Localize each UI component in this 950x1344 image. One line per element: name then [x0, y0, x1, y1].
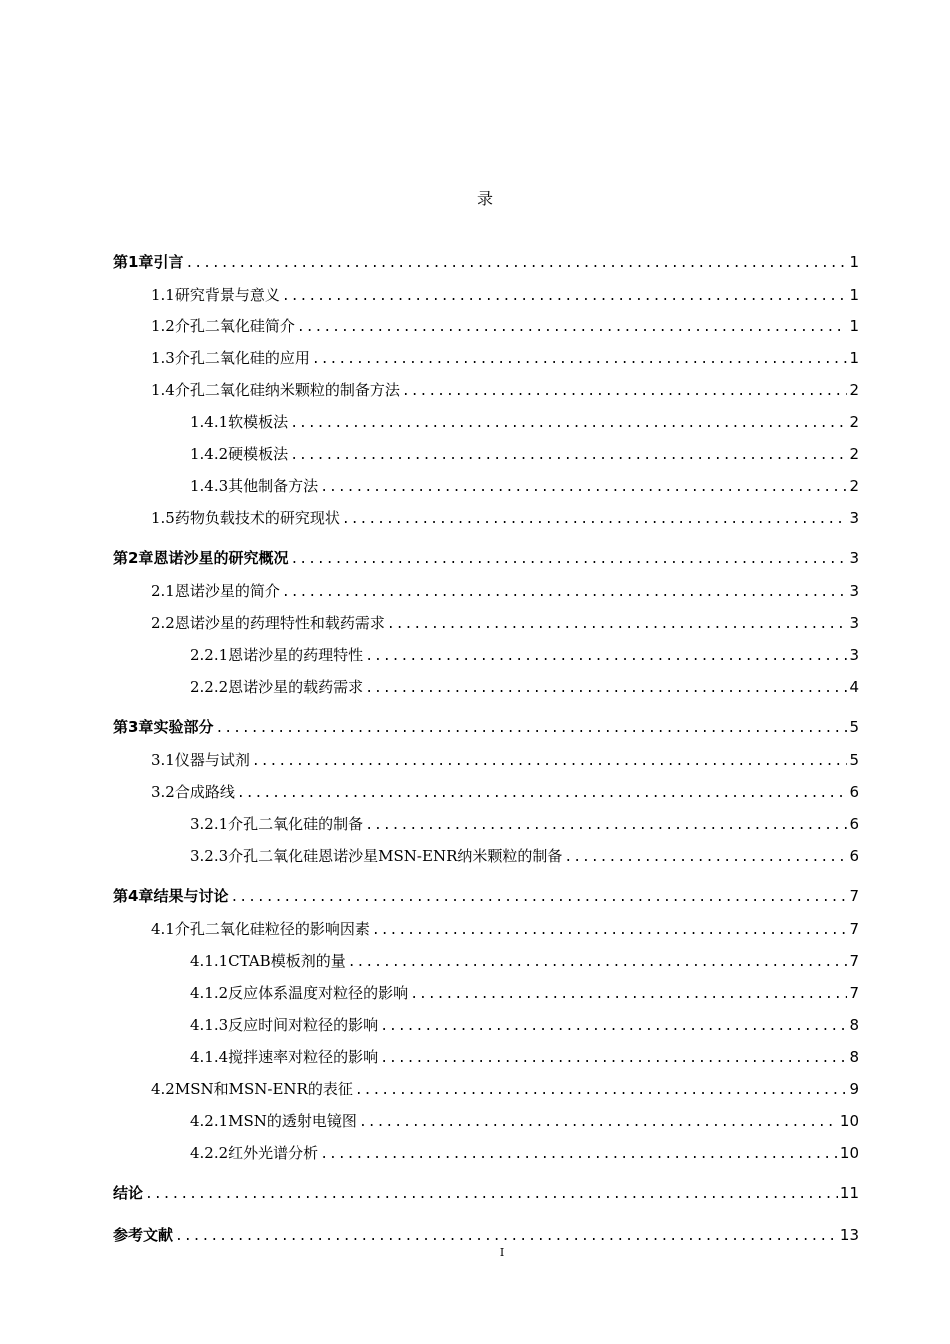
- leader-dots: [380, 1019, 847, 1034]
- toc-entry-page: 8: [849, 1016, 859, 1034]
- toc-entry[interactable]: [151, 580, 859, 601]
- leader-dots: [145, 1187, 838, 1202]
- toc-entry-title: 仪器与试剂: [174, 751, 250, 769]
- toc-entry[interactable]: [151, 507, 859, 528]
- toc-entry-number: 4.2: [151, 1080, 175, 1098]
- toc-entry-title: MSN的透射电镜图: [228, 1112, 357, 1130]
- toc-entry[interactable]: [151, 379, 859, 400]
- toc-entry-number: 4.2.1: [190, 1112, 229, 1130]
- leader-dots: [564, 850, 847, 865]
- toc-entry-page: 11: [839, 1184, 859, 1202]
- toc-entry-number: 4.1.3: [190, 1016, 229, 1034]
- toc-entry[interactable]: [190, 813, 859, 834]
- toc-entry-title: 实验部分: [153, 718, 214, 736]
- toc-entry-title: 药物负载技术的研究现状: [174, 509, 340, 527]
- toc-entry[interactable]: [151, 1078, 859, 1099]
- leader-dots: [290, 448, 847, 463]
- leader-dots: [320, 1147, 838, 1162]
- toc-entry-page: 3: [849, 646, 859, 664]
- toc-entry-number: 2.2.1: [190, 646, 229, 664]
- toc-entry-title: 其他制备方法: [228, 477, 319, 495]
- leader-dots: [282, 289, 848, 304]
- toc-title: 录: [476, 189, 495, 208]
- toc-entry-number: 3.2.1: [190, 815, 229, 833]
- toc-entry-number: 1.1: [151, 286, 175, 304]
- toc-entry[interactable]: [151, 749, 859, 770]
- toc-entry-number: 4.2.2: [190, 1144, 229, 1162]
- toc-entry[interactable]: [151, 284, 859, 305]
- leader-dots: [365, 818, 847, 833]
- leader-dots: [175, 1229, 838, 1244]
- leader-dots: [372, 923, 848, 938]
- toc-entry-page: 8: [849, 1048, 859, 1066]
- toc-entry-references[interactable]: [113, 1224, 859, 1245]
- toc-entry-number: 1.5: [151, 509, 175, 527]
- toc-entry-chapter-3[interactable]: [113, 716, 859, 737]
- leader-dots: [230, 890, 847, 905]
- toc-entry-page: 1: [849, 317, 859, 335]
- toc-entry-number: 4.1.2: [190, 984, 229, 1002]
- toc-entry-title: 结果与讨论: [153, 887, 229, 905]
- toc-entry-page: 13: [839, 1226, 859, 1244]
- toc-entry-title: 合成路线: [174, 783, 235, 801]
- toc-entry[interactable]: [190, 1110, 859, 1131]
- toc-entry-page: 7: [849, 887, 859, 905]
- toc-entry-title: 恩诺沙星的药理特性: [228, 646, 364, 664]
- toc-entry-page: 1: [849, 253, 859, 271]
- toc-entry-title: 搅拌速率对粒径的影响: [228, 1048, 379, 1066]
- toc-entry-chapter-1[interactable]: [113, 251, 859, 272]
- leader-dots: [359, 1115, 838, 1130]
- toc-entry-title: 介孔二氧化硅粒径的影响因素: [174, 920, 370, 938]
- toc-entry[interactable]: [151, 612, 859, 633]
- toc-entry[interactable]: [190, 982, 859, 1003]
- toc-entry-page: 7: [849, 984, 859, 1002]
- toc-entry[interactable]: [190, 1142, 859, 1163]
- toc-entry-number: 2.2.2: [190, 678, 229, 696]
- toc-entry-page: 4: [849, 678, 859, 696]
- toc-entry[interactable]: [190, 845, 859, 866]
- toc-entry-title: 介孔二氧化硅的应用: [174, 349, 310, 367]
- toc-entry[interactable]: [190, 1014, 859, 1035]
- toc-entry-number: 1.2: [151, 317, 175, 335]
- leader-dots: [312, 352, 848, 367]
- toc-entry-page: 6: [849, 815, 859, 833]
- toc-entry-page: 3: [849, 614, 859, 632]
- toc-entry-title: 引言: [153, 253, 184, 271]
- toc-entry-page: 1: [849, 349, 859, 367]
- leader-dots: [185, 256, 847, 271]
- leader-dots: [410, 987, 847, 1002]
- toc-entry-title: 硬模板法: [228, 445, 289, 463]
- toc-entry-title: 恩诺沙星的载药需求: [228, 678, 364, 696]
- toc-entry[interactable]: [190, 644, 859, 665]
- toc-entry[interactable]: [151, 781, 859, 802]
- leader-dots: [282, 585, 848, 600]
- toc-entry-title: 反应时间对粒径的影响: [228, 1016, 379, 1034]
- toc-entry-chapter-4[interactable]: [113, 885, 859, 906]
- toc-entry-number: 第4章: [113, 887, 154, 905]
- toc-entry-number: 第1章: [113, 253, 154, 271]
- toc-entry-title: MSN和MSN-ENR的表征: [174, 1080, 353, 1098]
- toc-entry[interactable]: [190, 950, 859, 971]
- toc-entry[interactable]: [151, 918, 859, 939]
- toc-entry-page: 10: [839, 1144, 859, 1162]
- leader-dots: [297, 320, 848, 335]
- toc-entry-number: 1.3: [151, 349, 175, 367]
- toc-entry[interactable]: [190, 1046, 859, 1067]
- toc-entry-conclusion[interactable]: [113, 1182, 859, 1203]
- toc-entry-number: 1.4.1: [190, 413, 229, 431]
- leader-dots: [380, 1051, 847, 1066]
- leader-dots: [355, 1083, 848, 1098]
- leader-dots: [320, 480, 847, 495]
- leader-dots: [365, 649, 847, 664]
- leader-dots: [215, 721, 847, 736]
- toc-entry-number: 3.1: [151, 751, 175, 769]
- toc-entry-title: 介孔二氧化硅的制备: [228, 815, 364, 833]
- toc-entry[interactable]: [151, 347, 859, 368]
- toc-entry-title: 红外光谱分析: [228, 1144, 319, 1162]
- leader-dots: [290, 416, 847, 431]
- toc-entry-title: 恩诺沙星的药理特性和载药需求: [174, 614, 385, 632]
- page-number-footer: I: [499, 1246, 505, 1259]
- toc-entry-page: 10: [839, 1112, 859, 1130]
- leader-dots: [387, 617, 848, 632]
- leader-dots: [237, 786, 848, 801]
- toc-entry-number: 4.1: [151, 920, 175, 938]
- toc-entry[interactable]: [190, 475, 859, 496]
- leader-dots: [342, 512, 848, 527]
- toc-entry-page: 9: [849, 1080, 859, 1098]
- toc-entry-page: 5: [849, 751, 859, 769]
- toc-entry-title: 介孔二氧化硅纳米颗粒的制备方法: [174, 381, 400, 399]
- toc-entry-page: 2: [849, 381, 859, 399]
- toc-entry-page: 3: [849, 549, 859, 567]
- toc-entry-number: 3.2: [151, 783, 175, 801]
- toc-entry-page: 2: [849, 477, 859, 495]
- toc-entry-page: 7: [849, 920, 859, 938]
- toc-entry-chapter-2[interactable]: [113, 547, 859, 568]
- toc-entry-number: 1.4: [151, 381, 175, 399]
- leader-dots: [348, 955, 848, 970]
- toc-entry-title: 恩诺沙星的简介: [174, 582, 280, 600]
- toc-entry-number: 第3章: [113, 718, 154, 736]
- leader-dots: [402, 384, 848, 399]
- leader-dots: [365, 681, 847, 696]
- toc-entry-title: 参考文献: [113, 1226, 174, 1244]
- leader-dots: [290, 552, 847, 567]
- toc-entry[interactable]: [190, 443, 859, 464]
- toc-entry-number: 1.4.3: [190, 477, 229, 495]
- toc-entry-number: 2.2: [151, 614, 175, 632]
- toc-entry-number: 4.1.1: [190, 952, 229, 970]
- toc-entry-page: 3: [849, 509, 859, 527]
- toc-entry-page: 3: [849, 582, 859, 600]
- toc-entry-title: 软模板法: [228, 413, 289, 431]
- toc-entry-page: 6: [849, 783, 859, 801]
- toc-entry[interactable]: [151, 315, 859, 336]
- toc-entry-title: 恩诺沙星的研究概况: [153, 549, 289, 567]
- toc-entry-page: 5: [849, 718, 859, 736]
- toc-entry-number: 4.1.4: [190, 1048, 229, 1066]
- toc-entry-number: 2.1: [151, 582, 175, 600]
- toc-entry-page: 7: [849, 952, 859, 970]
- toc-entry-title: CTAB模板剂的量: [228, 952, 346, 970]
- toc-entry-page: 2: [849, 445, 859, 463]
- toc-entry-title: 介孔二氧化硅恩诺沙星MSN-ENR纳米颗粒的制备: [228, 847, 563, 865]
- toc-entry[interactable]: [190, 411, 859, 432]
- toc-entry-number: 1.4.2: [190, 445, 229, 463]
- toc-entry-title: 介孔二氧化硅简介: [174, 317, 295, 335]
- toc-entry-title: 研究背景与意义: [174, 286, 280, 304]
- toc-entry-title: 反应体系温度对粒径的影响: [228, 984, 409, 1002]
- toc-entry-number: 3.2.3: [190, 847, 229, 865]
- toc-entry-page: 6: [849, 847, 859, 865]
- toc-entry-page: 1: [849, 286, 859, 304]
- toc-entry-title: 结论: [113, 1184, 144, 1202]
- leader-dots: [252, 754, 848, 769]
- toc-entry-number: 第2章: [113, 549, 154, 567]
- toc-entry[interactable]: [190, 676, 859, 697]
- toc-entry-page: 2: [849, 413, 859, 431]
